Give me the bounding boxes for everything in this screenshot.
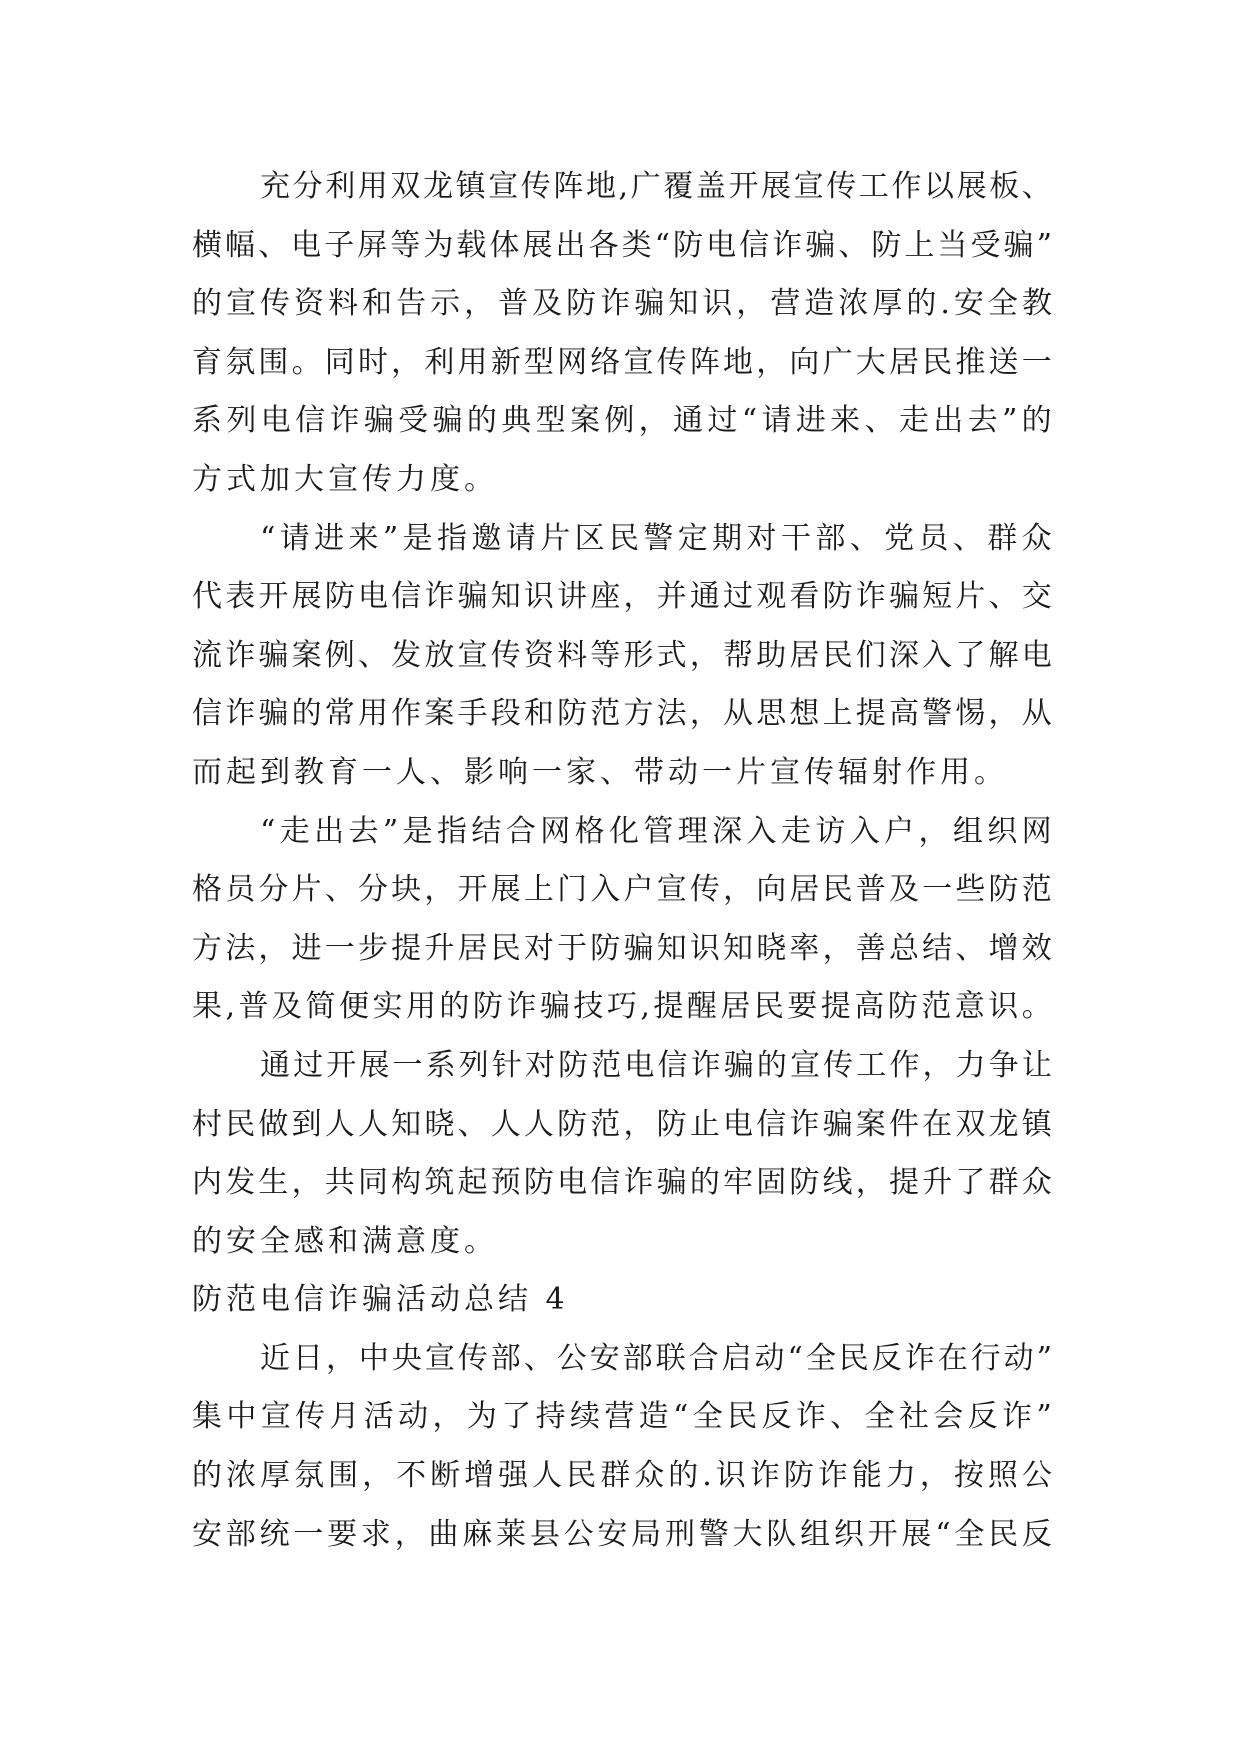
text-line: 格 员 分 片 、 分 块 ， 开 展 上 门 入 户 宣 传 ， 向 居 民 普 及 一 些 防 范 (192, 872, 1052, 908)
text-line: 集 中 宣 传 月 活 动 ， 为 了 持 续 营 造 “ 全 民 反 诈 、 全 社 会 反 诈 ” (192, 1399, 1052, 1435)
text-line: 流 诈 骗 案 例 、 发 放 宣 传 资 料 等 形 式 ， 帮 助 居 民 们 深 入 了 解 电 (192, 637, 1052, 673)
text-line: 安 部 统 一 要 求 ， 曲 麻 莱 县 公 安 局 刑 警 大 队 组 织 开 展 “ 全 民 反 (192, 1516, 1052, 1552)
text-line: 近 日 ， 中 央 宣 传 部 、 公 安 部 联 合 启 动 “ 全 民 反 诈 在 行 动 ” (260, 1340, 1052, 1376)
body-text (192, 158, 1052, 1564)
text-line: 代 表 开 展 防 电 信 诈 骗 知 识 讲 座 ， 并 通 过 观 看 防 诈 骗 短 片 、 交 (192, 579, 1052, 615)
text-line: 系 列 电 信 诈 骗 受 骗 的 典 型 案 例 ， 通 过 “ 请 进 来 、 走 出 去 ” 的 (192, 403, 1052, 439)
text-line: 通 过 开 展 一 系 列 针 对 防 范 电 信 诈 骗 的 宣 传 工 作 ， 力 争 让 (260, 1047, 1052, 1083)
text-line: 果 , 普 及 简 便 实 用 的 防 诈 骗 技 巧 , 提 醒 居 民 要 提 高 防 范 意 识 。 (192, 989, 1052, 1025)
text-line: 而 起 到 教 育 一 人 、 影 响 一 家 、 带 动 一 片 宣 传 辐 射 作 用 。 (192, 754, 1004, 790)
text-line: 方 法 ， 进 一 步 提 升 居 民 对 于 防 骗 知 识 知 晓 率 ， 善 总 结 、 增 效 (192, 930, 1052, 966)
text-line: 育 氛 围 。 同 时 ， 利 用 新 型 网 络 宣 传 阵 地 ， 向 广 大 居 民 推 送 一 (192, 344, 1052, 380)
text-line: 横 幅 、 电 子 屏 等 为 载 体 展 出 各 类 “ 防 电 信 诈 骗 、 防 上 当 受 骗 ” (192, 227, 1052, 263)
text-line: 充 分 利 用 双 龙 镇 宣 传 阵 地 , 广 覆 盖 开 展 宣 传 工 作 以 展 板 、 (260, 169, 1052, 204)
text-line: “ 请 进 来 ” 是 指 邀 请 片 区 民 警 定 期 对 干 部 、 党 员 、 群 众 (260, 520, 1052, 556)
text-line: 的 浓 厚 氛 围 ， 不 断 增 强 人 民 群 众 的 . 识 诈 防 诈 能 力 ， 按 照 公 (192, 1458, 1052, 1494)
text-line: 信 诈 骗 的 常 用 作 案 手 段 和 防 范 方 法 ， 从 思 想 上 提 高 警 惕 ， 从 (192, 696, 1052, 732)
section-heading: 防 范 电 信 诈 骗 活 动 总 结 4 (192, 1282, 565, 1318)
text-line: 的 安 全 感 和 满 意 度 。 (192, 1223, 494, 1259)
text-line: 的 宣 传 资 料 和 告 示 ， 普 及 防 诈 骗 知 识 ， 营 造 浓 厚 的 . 安 全 教 (192, 286, 1052, 322)
text-line: 方 式 加 大 宣 传 力 度 。 (192, 461, 494, 497)
text-line: “ 走 出 去 ” 是 指 结 合 网 格 化 管 理 深 入 走 访 入 户 ， 组 织 网 (260, 813, 1052, 849)
text-line: 村 民 做 到 人 人 知 晓 、 人 人 防 范 ， 防 止 电 信 诈 骗 案 件 在 双 龙 镇 (192, 1106, 1052, 1142)
text-line: 内 发 生 ， 共 同 构 筑 起 预 防 电 信 诈 骗 的 牢 固 防 线 ， 提 升 了 群 众 (192, 1165, 1052, 1201)
